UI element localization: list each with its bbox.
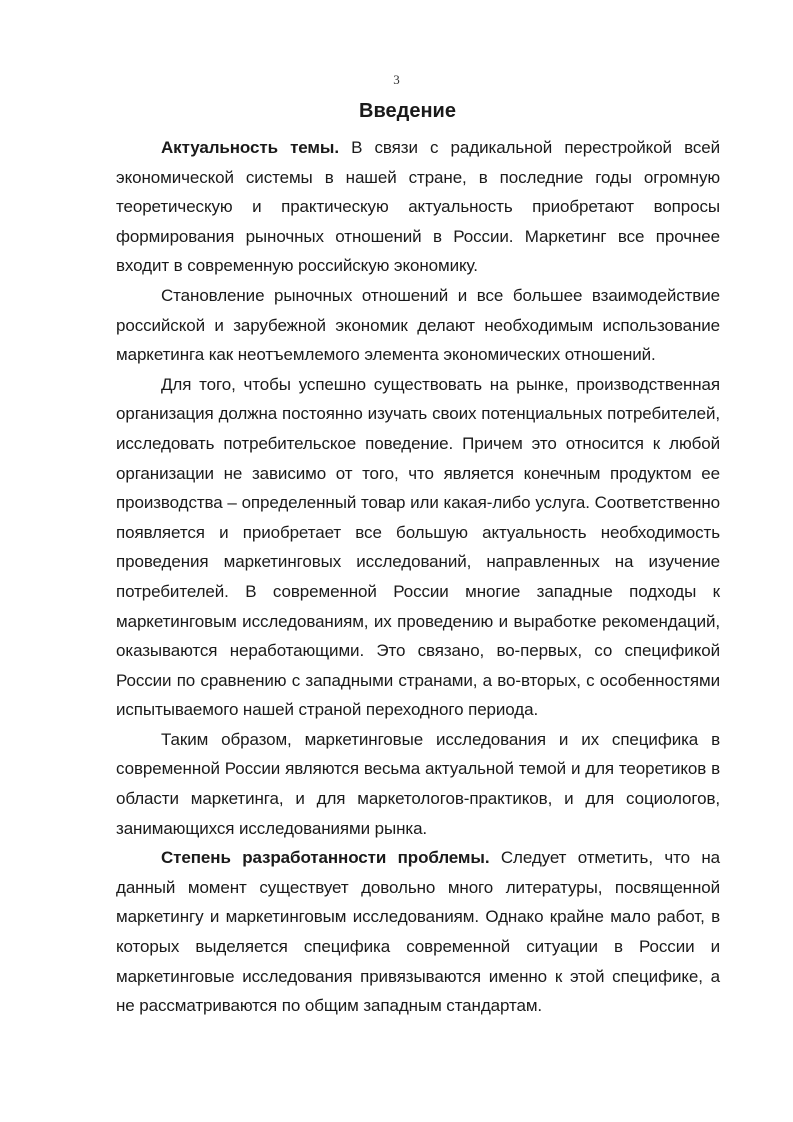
paragraph-conclusion: [116, 725, 720, 843]
paragraph-lead: Актуальность темы.: [161, 138, 339, 157]
paragraph-text: Для того, чтобы успешно существовать на рынке, производственная организация должна постоянно изучать своих потенциальных потребителей, исследовать потребительское поведение. Причем это относится к любой организации не зависимо от того, что является конечным продуктом ее производства – определенный товар или какая-либо услуга. Соответственно появляется и приобретает все большую актуальность необходимость проведения маркетинговых исследований, направленных на изучение потребителей. В современной России многие западные подходы к маркетинговым исследованиям, их проведению и выработке рекомендаций, оказываются неработающими. Это связано, во-первых, со спецификой России по сравнению с западными странами, а во-вторых, с особенностями испытываемого нашей страной переходного периода.: [116, 374, 720, 720]
paragraph-text: Становление рыночных отношений и все большее взаимодействие российской и зарубежной экономик делают необходимым использование маркетинга как неотъемлемого элемента экономических отношений.: [116, 285, 720, 365]
paragraph-problem-development: [116, 843, 720, 1021]
page-number: 3: [393, 72, 400, 87]
paragraph-text: В связи с радикальной перестройкой всей экономической системы в нашей стране, в последние годы огромную теоретическую и практическую актуальность приобретают вопросы формирования рыночных отношений в России. Маркетинг все прочнее входит в современную российскую экономику.: [116, 138, 720, 276]
paragraph-lead: Степень разработанности проблемы.: [161, 848, 490, 868]
paragraph-consumer-research: [116, 370, 720, 725]
body-text: [116, 133, 720, 1021]
page-title: Введение: [359, 100, 456, 122]
paragraph-market-relations: [116, 281, 720, 370]
paragraph-text: Таким образом, маркетинговые исследования и их специфика в современной России являются весьма актуальной темой и для теоретиков в области маркетинга, и для маркетологов-практиков, и для социологов, занимающихся исследованиями рынка.: [116, 729, 720, 838]
paragraph-relevance: [116, 133, 720, 281]
paragraph-text: Следует отметить, что на данный момент существует довольно много литературы, посвященной маркетингу и маркетинговым исследованиям. Однако крайне мало работ, в которых выделяется специфика современной ситуации в России и маркетинговые исследования привязываются именно к этой специфике, а не рассматриваются по общим западным стандартам.: [116, 848, 720, 1016]
